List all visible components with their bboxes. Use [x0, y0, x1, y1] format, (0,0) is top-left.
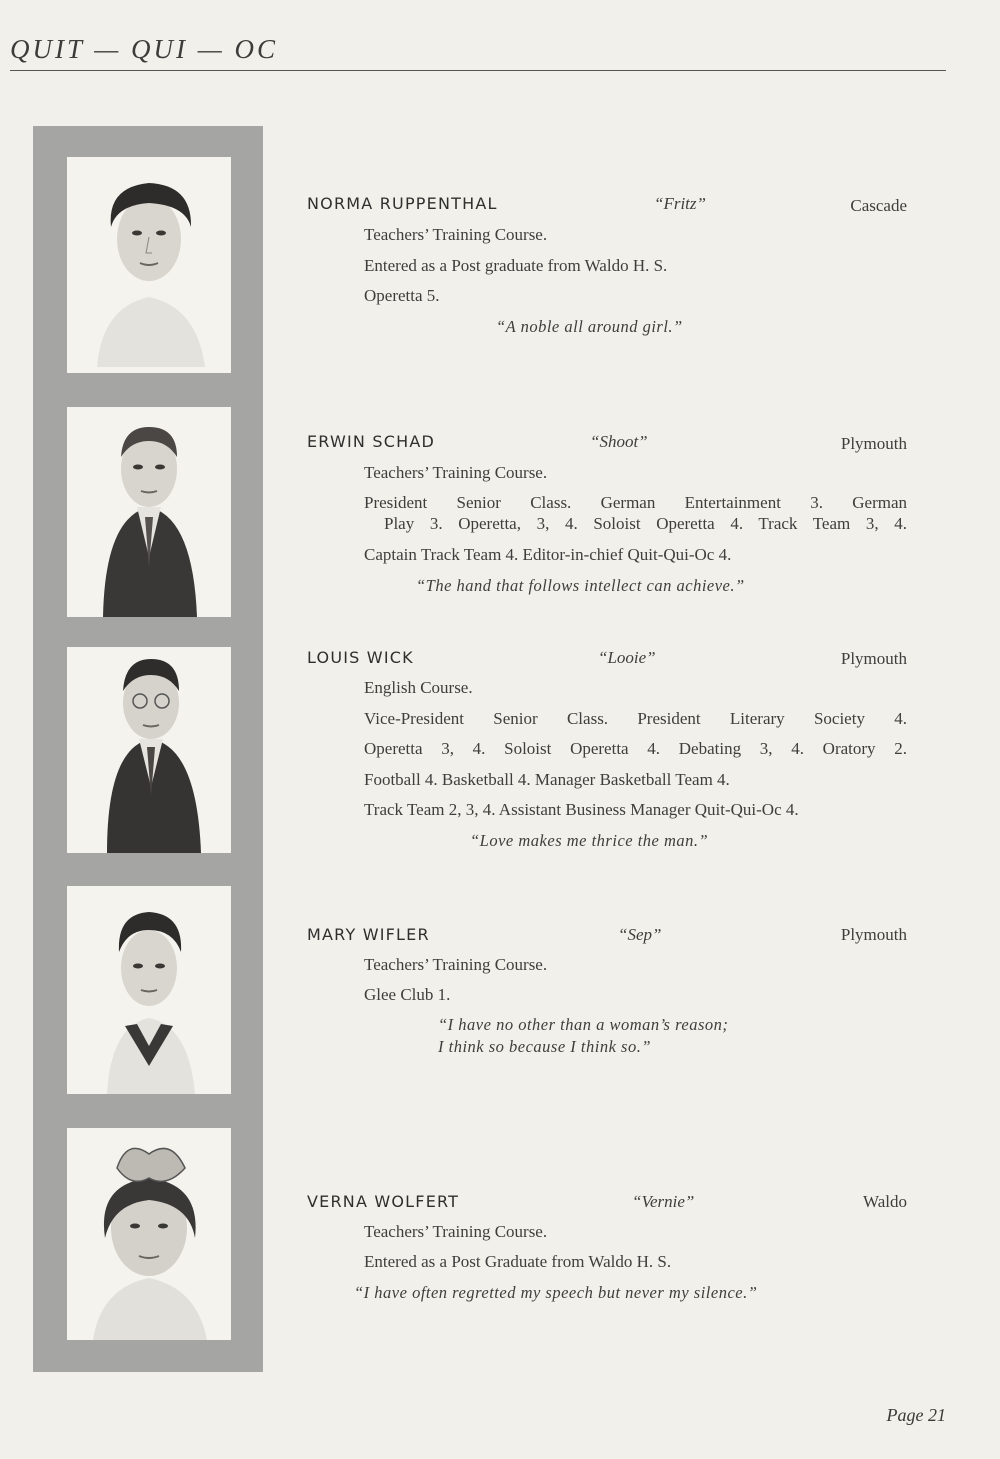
- activity-line: President Senior Class. German Entertainment 3. German: [364, 493, 907, 512]
- portrait-photo-norma-ruppenthal: [67, 157, 231, 373]
- student-quote: “I have no other than a woman’s reason;: [438, 1015, 729, 1034]
- activity-line: Vice-President Senior Class. President Literary Society 4.: [364, 709, 907, 728]
- activity-line: Entered as a Post graduate from Waldo H. S.: [364, 256, 668, 275]
- activity-line: Operetta 3, 4. Soloist Operetta 4. Debating 3, 4. Oratory 2.: [364, 739, 907, 758]
- portrait-photo-mary-wifler: [67, 886, 231, 1094]
- activity-line: Track Team 2, 3, 4. Assistant Business Manager Quit-Qui-Oc 4.: [364, 800, 799, 819]
- portrait-photo-louis-wick: [67, 647, 231, 853]
- header-rule: [10, 70, 946, 71]
- student-town: Waldo: [863, 1192, 907, 1211]
- activity-line: Football 4. Basketball 4. Manager Basketball Team 4.: [364, 770, 730, 789]
- student-nickname: “Sep”: [618, 925, 662, 944]
- activity-line: Glee Club 1.: [364, 985, 451, 1004]
- student-name: NORMA RUPPENTHAL: [307, 194, 498, 213]
- activity-line: Operetta 5.: [364, 286, 440, 305]
- course-line: Teachers’ Training Course.: [364, 955, 548, 974]
- student-quote: I think so because I think so.”: [438, 1037, 652, 1056]
- student-name: LOUIS WICK: [307, 648, 414, 667]
- student-name: MARY WIFLER: [307, 925, 430, 944]
- page-number: Page 21: [886, 1405, 946, 1425]
- portrait-photo-erwin-schad: [67, 407, 231, 617]
- student-quote: “Love makes me thrice the man.”: [470, 831, 709, 850]
- student-quote: “The hand that follows intellect can achieve.”: [416, 576, 745, 595]
- activity-line: Entered as a Post Graduate from Waldo H. S.: [364, 1252, 672, 1271]
- activity-line: Play 3. Operetta, 3, 4. Soloist Operetta 4. Track Team 3, 4.: [384, 514, 907, 533]
- student-town: Plymouth: [840, 649, 907, 668]
- course-line: Teachers’ Training Course.: [364, 225, 548, 244]
- student-nickname: “Vernie”: [632, 1192, 695, 1211]
- student-nickname: “Shoot”: [590, 432, 648, 451]
- student-quote: “A noble all around girl.”: [496, 317, 683, 336]
- course-line: English Course.: [364, 678, 473, 697]
- student-town: Plymouth: [840, 925, 907, 944]
- student-nickname: “Looie”: [598, 648, 656, 667]
- student-quote: “I have often regretted my speech but never my silence.”: [354, 1283, 758, 1302]
- student-name: ERWIN SCHAD: [307, 432, 435, 451]
- page-header-title: QUIT — QUI — OC: [10, 34, 279, 64]
- student-town: Cascade: [850, 196, 907, 215]
- student-town: Plymouth: [840, 434, 907, 453]
- student-nickname: “Fritz”: [654, 194, 706, 213]
- portrait-photo-verna-wolfert: [67, 1128, 231, 1340]
- course-line: Teachers’ Training Course.: [364, 1222, 548, 1241]
- student-name: VERNA WOLFERT: [307, 1192, 460, 1211]
- photo-strip: [33, 126, 263, 1372]
- course-line: Teachers’ Training Course.: [364, 463, 548, 482]
- activity-line: Captain Track Team 4. Editor-in-chief Quit-Qui-Oc 4.: [364, 545, 732, 564]
